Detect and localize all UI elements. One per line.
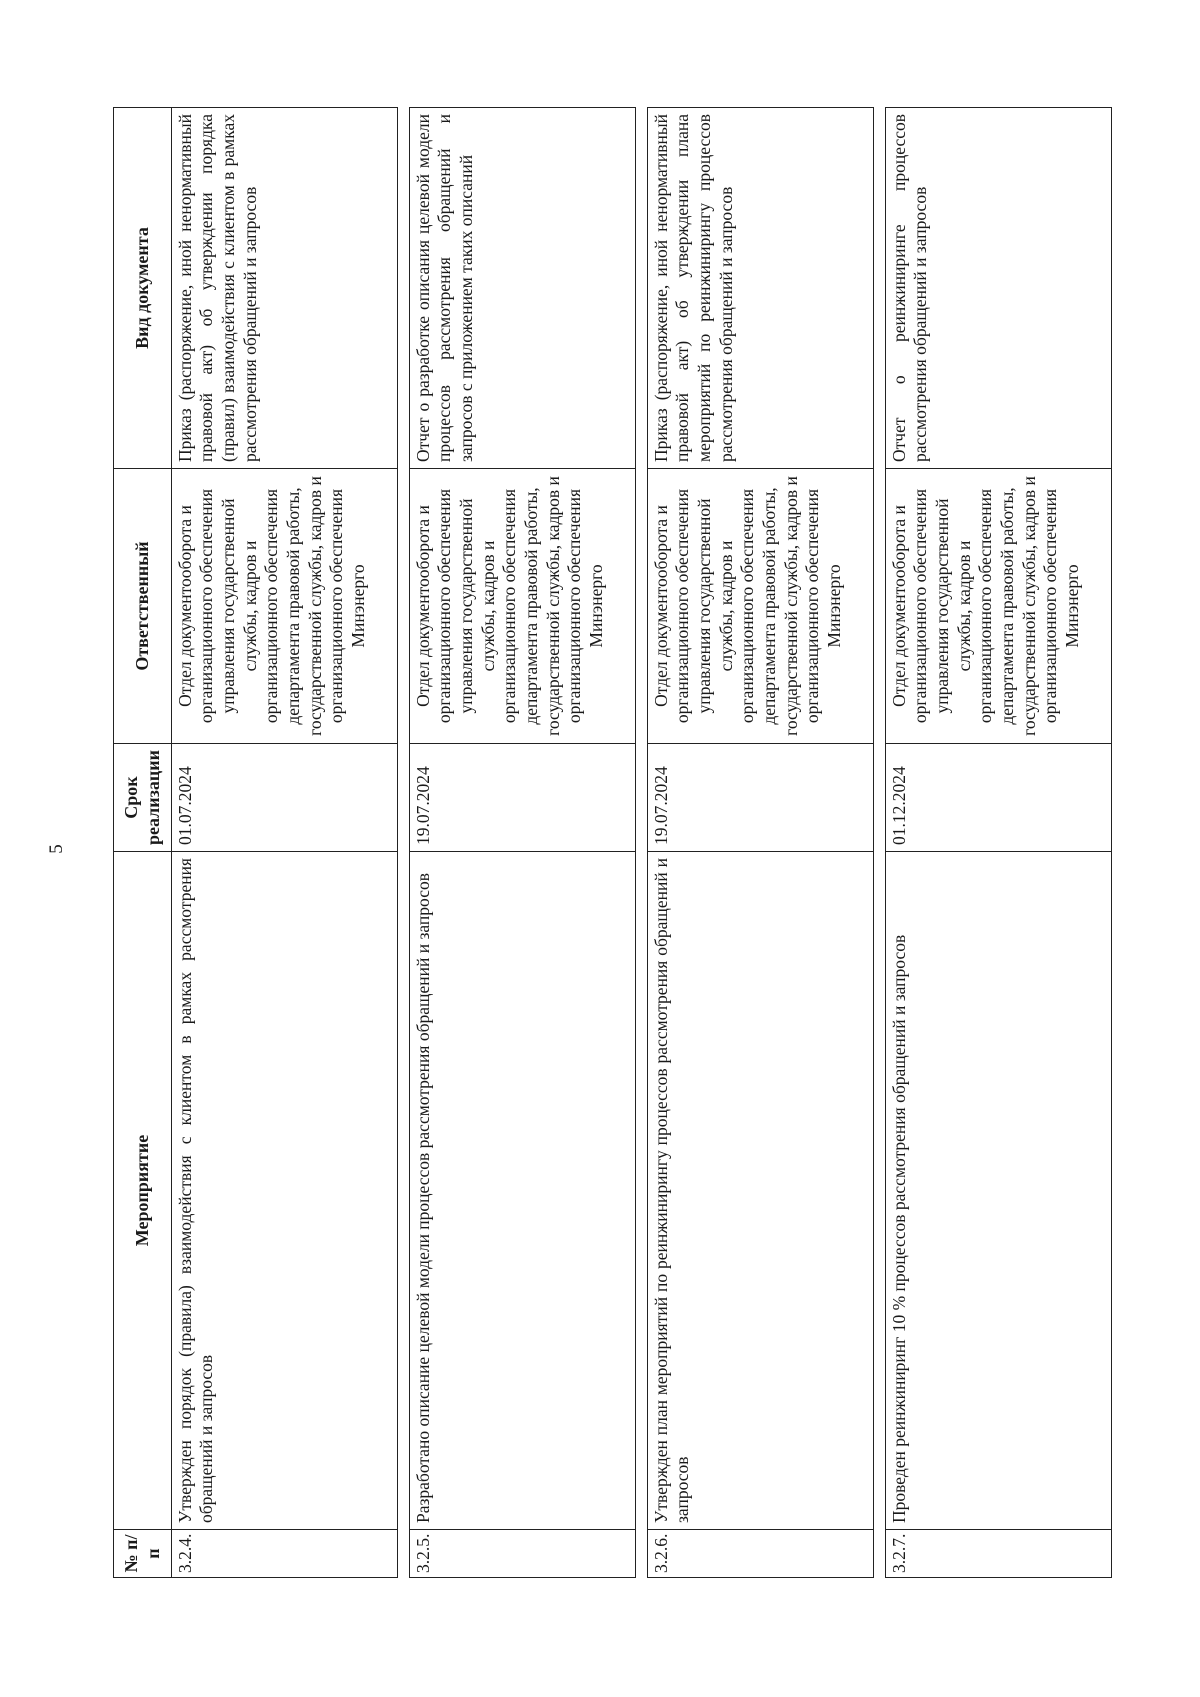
cell-num: 3.2.7. bbox=[885, 1530, 1111, 1578]
table-row bbox=[647, 108, 873, 1578]
row-separator bbox=[635, 108, 647, 1578]
cell-num: 3.2.5. bbox=[409, 1530, 635, 1578]
cell-responsible: Отдел документооборота и организационного обеспечения управления государственной службы, кадров и организационного обеспечения департамента правовой работы, государственной службы, кадров и организационного обеспечения Минэнерго bbox=[171, 469, 397, 744]
header-doc-type: Вид документа bbox=[114, 108, 172, 469]
table-row bbox=[409, 108, 635, 1578]
cell-date: 19.07.2024 bbox=[647, 744, 873, 852]
header-date: Срок реализации bbox=[114, 744, 172, 852]
cell-num: 3.2.4. bbox=[171, 1530, 397, 1578]
page-number: 5 bbox=[45, 844, 67, 854]
header-num: № п/п bbox=[114, 1530, 172, 1578]
separator-cell bbox=[873, 108, 885, 1578]
cell-num: 3.2.6. bbox=[647, 1530, 873, 1578]
cell-doc-type: Отчет о разработке описания целевой модели процессов рассмотрения обращений и запросов с приложением таких описаний bbox=[409, 108, 635, 469]
separator-cell bbox=[635, 108, 647, 1578]
cell-event: Утвержден план мероприятий по реинжинирингу процессов рассмотрения обращений и запросов bbox=[647, 852, 873, 1530]
cell-date: 01.07.2024 bbox=[171, 744, 397, 852]
cell-event: Проведен реинжиниринг 10 % процессов рассмотрения обращений и запросов bbox=[885, 852, 1111, 1530]
cell-doc-type: Приказ (распоряжение, иной ненормативный правовой акт) об утверждении плана мероприятий по реинжинирингу процессов рассмотрения обращений и запросов bbox=[647, 108, 873, 469]
separator-cell bbox=[397, 108, 409, 1578]
document-table-rotated bbox=[113, 108, 1112, 1578]
cell-event: Разработано описание целевой модели процессов рассмотрения обращений и запросов bbox=[409, 852, 635, 1530]
table-header-row bbox=[114, 108, 172, 1578]
cell-doc-type: Отчет о реинжиниринге процессов рассмотрения обращений и запросов bbox=[885, 108, 1111, 469]
cell-responsible: Отдел документооборота и организационного обеспечения управления государственной службы, кадров и организационного обеспечения департамента правовой работы, государственной службы, кадров и организационного обеспечения Минэнерго bbox=[885, 469, 1111, 744]
cell-responsible: Отдел документооборота и организационного обеспечения управления государственной службы, кадров и организационного обеспечения департамента правовой работы, государственной службы, кадров и организационного обеспечения Минэнерго bbox=[409, 469, 635, 744]
cell-event: Утвержден порядок (правила) взаимодействия с клиентом в рамках рассмотрения обращений и запросов bbox=[171, 852, 397, 1530]
row-separator bbox=[397, 108, 409, 1578]
events-table bbox=[113, 107, 1112, 1578]
table-row bbox=[171, 108, 397, 1578]
table-row bbox=[885, 108, 1111, 1578]
cell-date: 01.12.2024 bbox=[885, 744, 1111, 852]
cell-responsible: Отдел документооборота и организационного обеспечения управления государственной службы, кадров и организационного обеспечения департамента правовой работы, государственной службы, кадров и организационного обеспечения Минэнерго bbox=[647, 469, 873, 744]
cell-doc-type: Приказ (распоряжение, иной ненормативный правовой акт) об утверждении порядка (правил) взаимодействия с клиентом в рамках рассмотрения обращений и запросов bbox=[171, 108, 397, 469]
header-event: Мероприятие bbox=[114, 852, 172, 1530]
header-responsible: Ответственный bbox=[114, 469, 172, 744]
cell-date: 19.07.2024 bbox=[409, 744, 635, 852]
row-separator bbox=[873, 108, 885, 1578]
